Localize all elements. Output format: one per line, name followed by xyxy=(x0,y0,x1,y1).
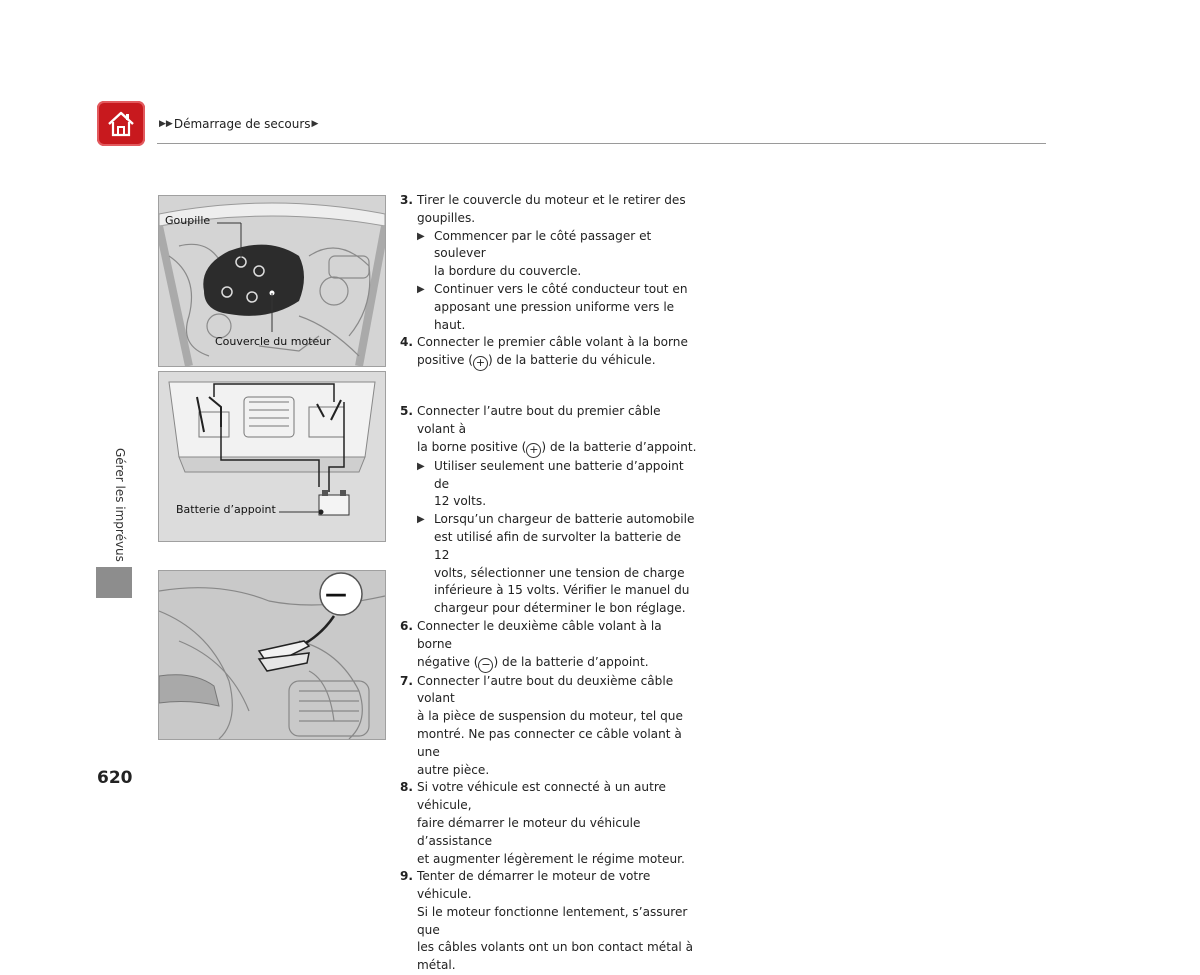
substep-text-line: Commencer par le côté passager et soulever xyxy=(434,228,652,261)
step-text: ) de la batterie d’appoint. xyxy=(541,439,697,454)
step-text-line: goupilles. xyxy=(417,210,476,225)
step-text-line: Connecter l’autre bout du deuxième câble volant xyxy=(417,673,674,706)
step-text-line: faire démarrer le moteur du véhicule d’assistance xyxy=(417,815,641,848)
minus-terminal-icon: − xyxy=(478,658,493,673)
breadcrumb-link[interactable]: Démarrage de secours xyxy=(173,117,311,131)
pin-callout: Goupille xyxy=(165,214,211,227)
step-number: 7. xyxy=(400,673,414,688)
step-number: 6. xyxy=(400,618,414,633)
booster-battery-figure xyxy=(158,371,386,542)
step-text-line: les câbles volants ont un bon contact métal à xyxy=(417,940,694,955)
step-number: 3. xyxy=(400,193,414,207)
step-text-line: et augmenter légèrement le régime moteur. xyxy=(417,851,685,866)
step-text-line: Si votre véhicule est connecté à un autre véhicule, xyxy=(417,780,666,813)
breadcrumb-arrow-icon: ▶▶ xyxy=(159,119,173,129)
triangle-bullet-icon: ▶ xyxy=(417,514,425,526)
home-button[interactable] xyxy=(97,101,145,146)
breadcrumb xyxy=(159,117,318,131)
step-3 xyxy=(400,192,700,228)
substep xyxy=(400,228,700,281)
substep-text-line: Lorsqu’un chargeur de batterie automobile xyxy=(434,512,695,527)
substep-text-line: chargeur pour déterminer le bon réglage. xyxy=(434,601,686,616)
ground-clamp-illustration xyxy=(159,571,385,739)
step-number: 9. xyxy=(400,869,414,884)
step-text-line: métal. xyxy=(417,958,456,973)
step-text: ) de la batterie du véhicule. xyxy=(488,353,656,368)
substep-text-line: apposant une pression uniforme vers le haut. xyxy=(434,299,675,332)
substep xyxy=(400,458,700,511)
step-text: positive ( xyxy=(417,353,473,368)
step-number: 8. xyxy=(400,780,414,795)
breadcrumb-arrow-icon: ▶ xyxy=(311,119,319,129)
substep-text-line: Continuer vers le côté conducteur tout en xyxy=(434,281,688,296)
triangle-bullet-icon: ▶ xyxy=(417,283,425,295)
substep-text-line: volts, sélectionner une tension de charge xyxy=(434,565,685,580)
step-text: négative ( xyxy=(417,654,479,669)
instruction-steps xyxy=(400,192,700,975)
step-9 xyxy=(400,868,700,975)
step-5 xyxy=(400,403,700,458)
triangle-bullet-icon: ▶ xyxy=(417,460,425,472)
step-text-line: Connecter l’autre bout du premier câble volant à xyxy=(417,404,661,436)
step-text-line: à la pièce de suspension du moteur, tel que xyxy=(417,709,683,724)
page-number: 620 xyxy=(97,768,133,788)
step-text-line: Connecter le deuxième câble volant à la borne xyxy=(417,618,662,651)
home-icon xyxy=(106,110,136,138)
step-text: ) de la batterie d’appoint. xyxy=(493,654,649,669)
step-text-line xyxy=(417,352,700,371)
section-tab-label: Gérer les imprévus xyxy=(113,448,127,562)
step-text-line: Connecter le premier câble volant à la borne xyxy=(417,335,688,350)
step-text-line: montré. Ne pas connecter ce câble volant à une xyxy=(417,726,682,759)
step-6 xyxy=(400,618,700,673)
step-text-line: Tenter de démarrer le moteur de votre véhicule. xyxy=(417,869,651,902)
header-divider xyxy=(157,143,1046,144)
step-text: la borne positive ( xyxy=(417,439,527,454)
substep-text-line: inférieure à 15 volts. Vérifier le manuel du xyxy=(434,583,690,598)
substep xyxy=(400,281,700,334)
step-number: 4. xyxy=(400,335,414,350)
step-text-line: Tirer le couvercle du moteur et le retirer des xyxy=(417,193,686,207)
substep xyxy=(400,511,700,618)
engine-cover-figure xyxy=(158,195,386,367)
step-4 xyxy=(400,334,700,371)
engine-cover-callout: Couvercle du moteur xyxy=(215,335,331,348)
substep-text-line: est utilisé afin de survolter la batterie de 12 xyxy=(434,529,682,562)
step-8 xyxy=(400,779,700,868)
substep-text-line: la bordure du couvercle. xyxy=(434,264,582,279)
step-text-line xyxy=(417,439,700,458)
plus-terminal-icon: + xyxy=(526,443,541,458)
triangle-bullet-icon: ▶ xyxy=(417,230,425,242)
ground-clamp-figure xyxy=(158,570,386,740)
negative-symbol-icon: — xyxy=(325,582,347,607)
booster-battery-callout: Batterie d’appoint xyxy=(176,503,276,516)
section-tab-marker[interactable] xyxy=(96,567,132,598)
step-7 xyxy=(400,673,700,780)
step-text-line: Si le moteur fonctionne lentement, s’assurer que xyxy=(417,904,688,937)
step-text-line xyxy=(417,654,700,673)
substep-text-line: Utiliser seulement une batterie d’appoint de xyxy=(434,458,684,491)
step-number: 5. xyxy=(400,404,414,419)
step-text-line: autre pièce. xyxy=(417,762,490,777)
plus-terminal-icon: + xyxy=(473,356,488,371)
substep-text-line: 12 volts. xyxy=(434,494,487,509)
